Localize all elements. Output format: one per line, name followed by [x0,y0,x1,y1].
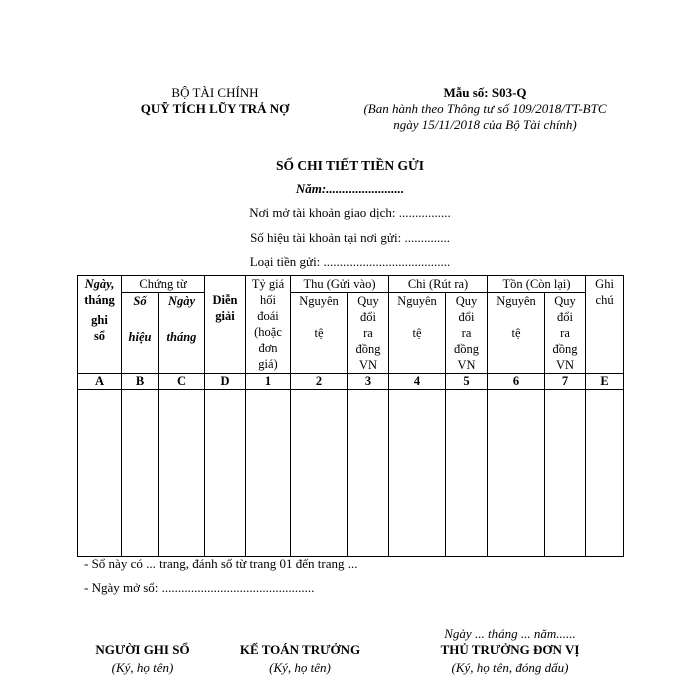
column-letter-row [78,374,624,390]
col-letter: 7 [545,374,586,390]
expense-header: Chi (Rút ra) [389,276,488,293]
entry-cell [488,390,545,557]
balance-header: Tồn (Còn lại) [488,276,586,293]
entry-cell [246,390,291,557]
col-letter: D [205,374,246,390]
deposit-type-field: Loại tiền gửi: ....................................... [249,254,451,269]
year-field: Năm:........................ [295,181,405,196]
entry-cell [545,390,586,557]
description-header: Diễn giải [205,276,246,374]
header-left [100,85,330,117]
entry-cell [446,390,488,557]
ministry-name: BỘ TÀI CHÍNH [171,85,259,100]
signature-date: Ngày ... tháng ... năm...... [444,626,576,641]
accountant-signature: KẾ TOÁN TRƯỞNG (Ký, họ tên) [239,642,361,675]
note-header: Ghi chú [586,276,624,374]
place-field: Nơi mở tài khoản giao dịch: ................ [249,205,451,220]
entry-cell [348,390,389,557]
document-title: SỐ CHI TIẾT TIỀN GỬI [275,158,425,173]
balance-original-header: Nguyên tệ [488,293,545,374]
entry-cell [159,390,205,557]
income-original-header: Nguyên tệ [291,293,348,374]
col-letter: E [586,374,624,390]
col-letter: 4 [389,374,446,390]
col-letter: C [159,374,205,390]
balance-converted-header: Quy đổi ra đồng VN [545,293,586,374]
open-date-note: - Ngày mở sổ: ............................................... [84,580,315,595]
header-right [340,85,630,133]
date-col-header: Ngày, tháng ghi sổ [78,276,122,374]
form-number: Mẫu số: S03-Q [443,85,527,100]
voucher-header: Chứng từ [122,276,205,293]
col-letter: 6 [488,374,545,390]
col-letter: A [78,374,122,390]
recorder-signature: NGƯỜI GHI SỔ (Ký, họ tên) [95,642,190,675]
col-letter: 3 [348,374,389,390]
entry-cell [205,390,246,557]
pages-note: - Sổ này có ... trang, đánh số từ trang 01 đến trang ... [84,556,358,571]
expense-converted-header: Quy đổi ra đồng VN [446,293,488,374]
col-letter: 1 [246,374,291,390]
voucher-no-header: Số hiệu [122,293,159,374]
entry-cell [78,390,122,557]
income-header: Thu (Gửi vào) [291,276,389,293]
voucher-date-header: Ngày tháng [159,293,205,374]
entry-cell [122,390,159,557]
expense-original-header: Nguyên tệ [389,293,446,374]
rate-header: Tỷ giá hối đoái (hoặc đơn giá) [246,276,291,374]
account-field: Số hiệu tài khoản tại nơi gửi: .............. [250,230,450,245]
entry-cell [291,390,348,557]
income-converted-header: Quy đổi ra đồng VN [348,293,389,374]
fund-name: QUỸ TÍCH LŨY TRẢ NỢ [140,101,290,116]
entry-cell [389,390,446,557]
ledger-table [77,275,624,557]
issued-line-2: ngày 15/11/2018 của Bộ Tài chính) [393,117,577,132]
entry-cell [586,390,624,557]
col-letter: B [122,374,159,390]
empty-entry-row [78,390,624,557]
col-letter: 2 [291,374,348,390]
head-signature: THỦ TRƯỞNG ĐƠN VỊ (Ký, họ tên, đóng dấu) [440,642,580,675]
issued-line-1: (Ban hành theo Thông tư số 109/2018/TT-BTC [363,101,607,116]
col-letter: 5 [446,374,488,390]
